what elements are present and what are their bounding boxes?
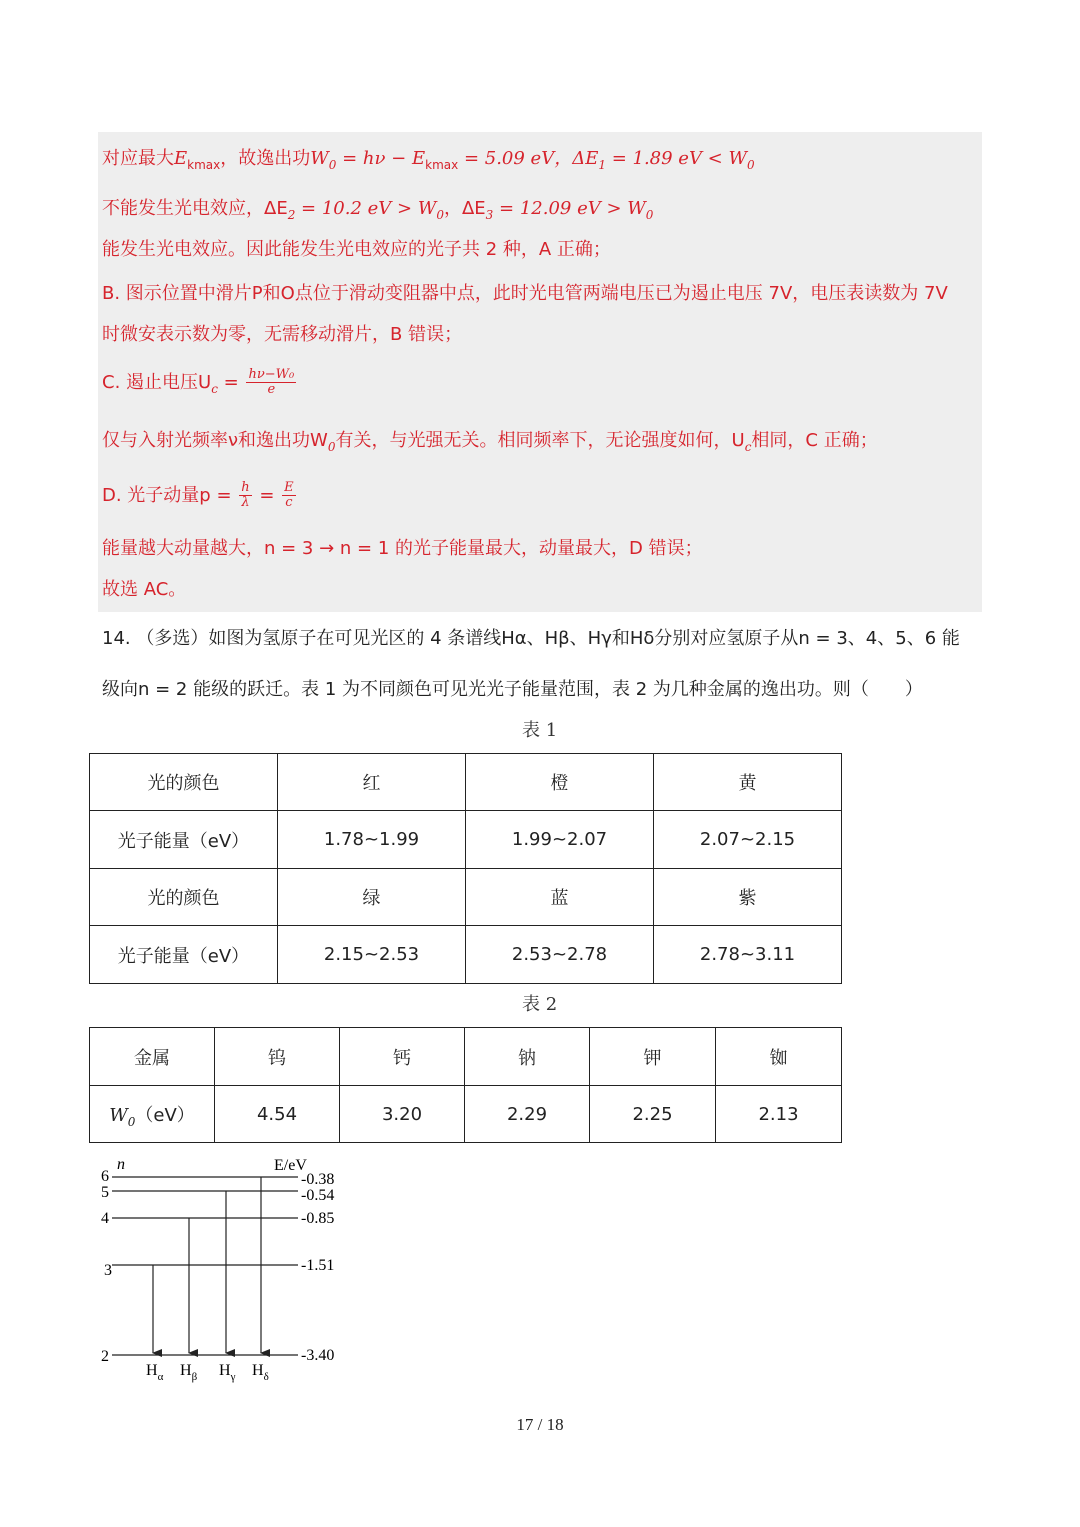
page-number: 17 / 18 [516,1415,564,1434]
table-row [90,811,842,869]
table-cell: 蓝 [466,869,654,926]
table-cell: 钙 [340,1028,465,1086]
table-cell: 光的颜色 [90,869,278,926]
line-label-text: H [180,1362,192,1379]
table-cell: 绿 [278,869,466,926]
text: ，故逸出功 [220,148,311,169]
answer-line-4: B. 图示位置中滑片P和O点位于滑动变阻器中点，此时光电管两端电压已为遏止电压 7V，电压表读数为 7V [102,283,948,304]
subscript: 1 [598,158,606,172]
table-row [90,1086,842,1143]
level-n-6: 6 [101,1168,109,1185]
table-cell: 橙 [466,754,654,811]
math: = 12.09 eV > W [493,198,646,219]
line-label-sub: γ [230,1371,236,1383]
n-axis-label: n [117,1156,125,1173]
table-cell: 1.99~2.07 [466,811,654,869]
text: D. 光子动量p = [102,484,238,506]
numerator: h [241,480,250,495]
answer-line-9: 能量越大动量越大，n = 3 → n = 1 的光子能量最大，动量最大，D 错误； [102,538,703,559]
table-cell: 1.78~1.99 [278,811,466,869]
table-cell: 铷 [716,1028,842,1086]
table1-caption: 表 1 [522,720,558,741]
line-label-h-gamma [219,1362,236,1383]
line-label-sub: δ [263,1371,269,1383]
answer-line-7 [102,430,878,454]
subscript: kmax [425,158,459,172]
answer-line-10: 故选 AC。 [102,579,187,600]
table-cell: 黄 [654,754,842,811]
table-cell: 金属 [90,1028,215,1086]
answer-line-5: 时微安表示数为零，无需移动滑片，B 错误； [102,324,463,345]
text: 不能发生光电效应，ΔE [102,198,288,219]
answer-line-8 [102,481,298,511]
text: 仅与入射光频率ν和逸出功W [102,430,328,451]
level-energy-3: -1.51 [301,1257,335,1274]
table-row [90,926,842,984]
table-row [90,1028,842,1086]
table1 [89,753,842,984]
line-label-sub: β [191,1371,198,1383]
text: 有关，与光强无关。相同频率下，无论强度如何，U [335,430,745,451]
line-label-text: H [146,1362,158,1379]
math: E [174,148,188,169]
subscript: 0 [747,158,755,172]
answer-line-3: 能发生光电效应。因此能发生光电效应的光子共 2 种，A 正确； [102,239,611,260]
level-energy-6: -0.38 [301,1171,335,1188]
answer-line-6 [102,368,298,398]
line-label-h-beta [180,1362,198,1383]
table-cell: 2.78~3.11 [654,926,842,984]
table-cell: 2.13 [716,1086,842,1143]
table-cell: 2.07~2.15 [654,811,842,869]
unit: （eV） [135,1105,195,1126]
denominator: c [285,495,293,511]
line-label-h-alpha [146,1362,164,1383]
level-energy-2: -3.40 [301,1347,335,1364]
table-cell: 2.15~2.53 [278,926,466,984]
fraction [246,368,296,398]
denominator: e [267,382,276,398]
math: = 1.89 eV < W [605,148,747,169]
answer-line-2 [102,198,654,222]
table-cell: 2.25 [590,1086,716,1143]
table-cell: 4.54 [215,1086,340,1143]
question-line-2: 级向n = 2 能级的跃迁。表 1 为不同颜色可见光光子能量范围，表 2 为几种金属的逸出功。则（ ） [102,679,923,700]
subscript: 2 [287,208,296,222]
math: = 10.2 eV > W [295,198,437,219]
text: 相同，C 正确； [751,430,878,451]
table-cell: 钠 [465,1028,590,1086]
answer-line-1 [102,148,755,172]
table-cell: 钾 [590,1028,716,1086]
math: = 5.09 eV，ΔE [458,148,599,169]
table-cell: 红 [278,754,466,811]
level-energy-4: -0.85 [301,1210,335,1227]
table-cell: 2.29 [465,1086,590,1143]
subscript: 0 [328,158,337,172]
subscript: 0 [127,1115,136,1129]
table-cell [90,1086,215,1143]
table2 [89,1027,842,1143]
table-cell: 2.53~2.78 [466,926,654,984]
subscript: c [211,381,218,396]
subscript: 0 [327,440,336,454]
text: = [253,484,281,506]
text: = [217,371,245,393]
energy-level-diagram [90,1150,360,1390]
text: ，ΔE [443,198,486,219]
level-n-3: 3 [104,1262,112,1279]
level-n-2: 2 [101,1348,109,1365]
subscript: 0 [645,208,654,222]
table2-caption: 表 2 [522,994,558,1015]
table-cell: 光的颜色 [90,754,278,811]
subscript: 0 [436,208,444,222]
table-cell: 光子能量（eV） [90,811,278,869]
subscript: c [744,440,752,454]
table-row [90,754,842,811]
table-cell: 光子能量（eV） [90,926,278,984]
line-label-sub: α [157,1371,164,1383]
text: C. 遏止电压U [102,371,212,393]
math: W [109,1105,128,1126]
table-cell: 3.20 [340,1086,465,1143]
level-n-5: 5 [101,1184,109,1201]
math: W [310,148,329,169]
fraction [282,481,296,511]
question-line-1: 14. （多选）如图为氢原子在可见光区的 4 条谱线Hα、Hβ、Hγ和Hδ分别对应氢原子从n = 3、4、5、6 能 [102,628,960,649]
math: = hν − E [336,148,426,169]
text: 对应最大 [102,148,174,169]
subscript: kmax [187,158,221,172]
denominator: λ [241,495,250,511]
line-label-text: H [219,1362,231,1379]
level-energy-5: -0.54 [301,1187,335,1204]
table-row [90,869,842,926]
line-label-h-delta [252,1362,269,1383]
table-cell: 紫 [654,869,842,926]
subscript: 3 [485,208,494,222]
line-label-text: H [252,1362,264,1379]
energy-axis-label: E/eV [274,1157,307,1174]
table-cell: 钨 [215,1028,340,1086]
level-n-4: 4 [101,1210,109,1227]
numerator: hν−W₀ [248,367,295,382]
numerator: E [284,480,294,495]
fraction [239,481,251,511]
